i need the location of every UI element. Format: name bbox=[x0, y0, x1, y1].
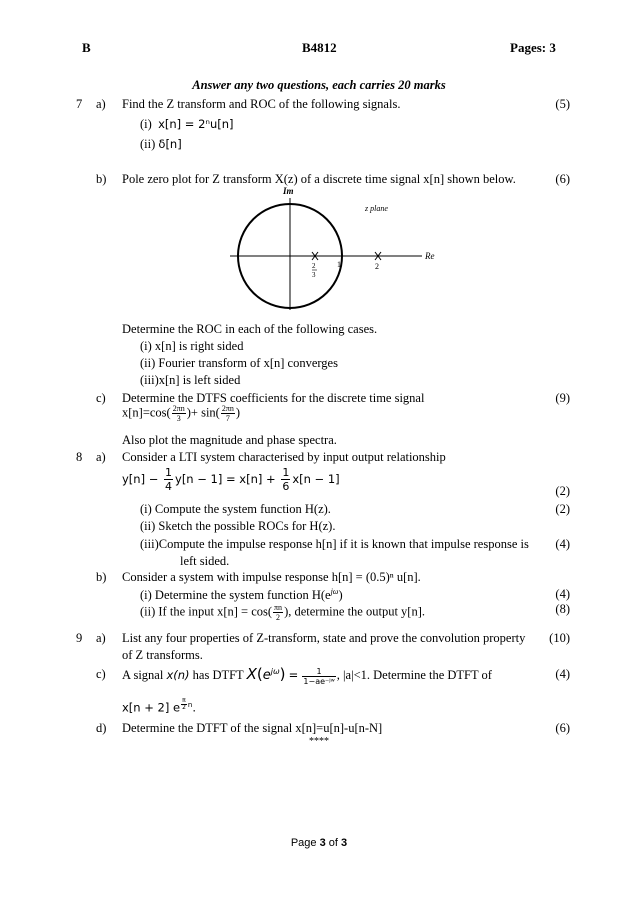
q7-number: 7 bbox=[76, 97, 83, 111]
q8a-ii: (ii) Sketch the possible ROCs for H(z). bbox=[140, 519, 336, 533]
q9c-marks: (4) bbox=[555, 667, 570, 681]
q7a-i: (i) x[n] = 2ⁿu[n] bbox=[140, 117, 234, 131]
tick-label-one: 1 bbox=[337, 260, 341, 269]
q7c-label: c) bbox=[96, 391, 106, 405]
q7b-case-1: (i) x[n] is right sided bbox=[140, 339, 244, 353]
q8a-equation: y[n] − $\frac{1}{4}$ y[n − 1] = x[n] + $\frac{1}{6}$ x[n − 1] bbox=[122, 466, 340, 493]
q8a-text: Consider a LTI system characterised by input output relationship bbox=[122, 450, 446, 464]
header-pages: Pages: 3 bbox=[510, 40, 556, 55]
header-code-left: B bbox=[82, 40, 91, 55]
q8a-iii: (iii)Compute the impulse response h[n] if it is known that impulse response is bbox=[140, 537, 529, 551]
q7b-label: b) bbox=[96, 172, 107, 186]
q8a-marks-1: (2) bbox=[555, 502, 570, 516]
q7a-text: Find the Z transform and ROC of the following signals. bbox=[122, 97, 401, 111]
page-footer: Page 3 of 3 bbox=[290, 837, 348, 849]
q7b-case-2: (ii) Fourier transform of x[n] converges bbox=[140, 356, 338, 370]
q7a-label: a) bbox=[96, 97, 106, 111]
q7c-marks: (9) bbox=[555, 391, 570, 405]
q7b-prompt: Determine the ROC in each of the following cases. bbox=[122, 322, 378, 336]
q7b-text: Pole zero plot for Z transform X(z) of a discrete time signal x[n] shown below. bbox=[122, 172, 516, 186]
q9a-label: a) bbox=[96, 631, 106, 645]
pole-zero-plot bbox=[226, 184, 446, 312]
q9d-marks: (6) bbox=[555, 721, 570, 735]
q8b-marks-1: (4) bbox=[555, 587, 570, 601]
q9a-line2: of Z transforms. bbox=[122, 648, 203, 662]
q7a-ii: (ii) δ[n] bbox=[140, 137, 182, 151]
q9d-label: d) bbox=[96, 721, 107, 735]
q9c-line2: x[n + 2] e $^{\frac{\pi}{2} n}$. bbox=[122, 697, 196, 715]
q8a-i: (i) Compute the system function H(z). bbox=[140, 502, 331, 516]
q7b-marks: (6) bbox=[555, 172, 570, 186]
q8a-marks-2: (4) bbox=[555, 537, 570, 551]
q9c-label: c) bbox=[96, 667, 106, 681]
q8b-i: (i) Determine the system function $H(e^{j\omega})$ bbox=[140, 587, 343, 603]
tick-label-two: 2 bbox=[375, 262, 379, 271]
q8b-marks-2: (8) bbox=[555, 602, 570, 616]
q8a-iii-cont: left sided. bbox=[180, 554, 230, 568]
q9a-line1: List any four properties of Z-transform, state and prove the convolution property bbox=[122, 631, 526, 645]
q8b-label: b) bbox=[96, 570, 107, 584]
q9a-marks: (10) bbox=[549, 631, 570, 645]
q8a-marks-0: (2) bbox=[555, 484, 570, 498]
im-label: Im bbox=[283, 186, 294, 196]
pole-label-den: 3 bbox=[312, 271, 316, 279]
q7c-also: Also plot the magnitude and phase spectra. bbox=[122, 433, 337, 447]
q9-number: 9 bbox=[76, 631, 83, 645]
z-plane-label: z plane bbox=[365, 204, 388, 213]
q8a-label: a) bbox=[96, 450, 106, 464]
q8b-text: Consider a system with impulse response h[n] = (0.5)ⁿ u[n]. bbox=[122, 570, 421, 584]
pole-label-num: 2 bbox=[312, 262, 316, 270]
q7a-marks: (5) bbox=[555, 97, 570, 111]
q7b-case-3: (iii)x[n] is left sided bbox=[140, 373, 241, 387]
q9d-text: Determine the DTFT of the signal x[n]=u[n]-u[n-N] bbox=[122, 721, 383, 735]
instruction: Answer any two questions, each carries 20 marks bbox=[192, 78, 446, 92]
q9c-text: A signal x(n) has DTFT $X(e^{j\omega})$ = $\frac{1}{\text{1−ae⁻ʲʷ}}$ , |a|<1. Determine the DTFT of bbox=[122, 665, 492, 686]
q8b-ii: (ii) If the input x[n] = cos( $\frac{\pi n}{2}$ ), determine the output y[n]. bbox=[140, 603, 425, 622]
q7c-signal: x[n]=cos( $\frac{2\pi n}{3}$ )+ sin( $\frac{2\pi n}{7}$ ) bbox=[122, 404, 241, 423]
re-label: Re bbox=[425, 251, 435, 261]
q7c-text: Determine the DTFS coefficients for the discrete time signal bbox=[122, 391, 425, 405]
header-paper-code: B4812 bbox=[302, 40, 337, 55]
end-stars: **** bbox=[309, 736, 329, 747]
q8-number: 8 bbox=[76, 450, 83, 464]
